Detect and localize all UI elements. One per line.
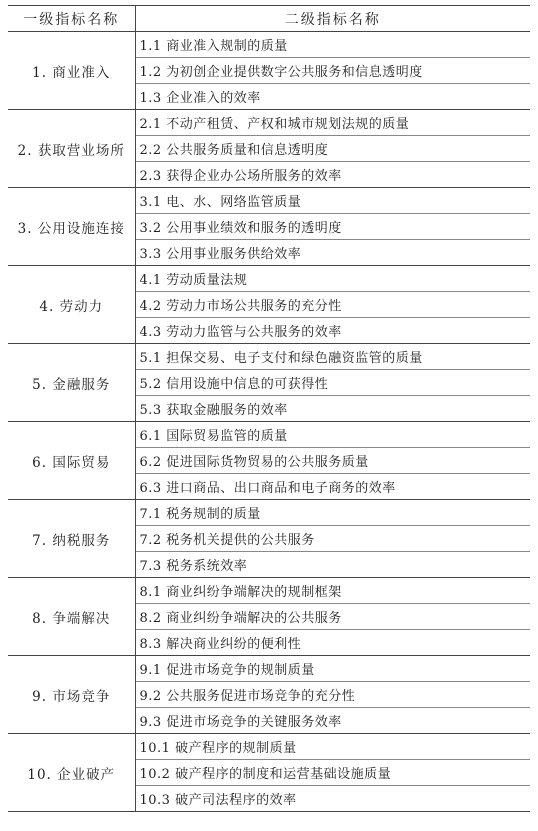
- level2-indicator: 6.1 国际贸易监管的质量: [135, 422, 530, 448]
- level1-indicator: 6. 国际贸易: [8, 422, 135, 500]
- table-row: [8, 578, 530, 604]
- level1-indicator: 3. 公用设施连接: [8, 188, 135, 266]
- level2-indicator: 8.1 商业纠纷争端解决的规制框架: [135, 578, 530, 604]
- level2-indicator: 7.1 税务规制的质量: [135, 500, 530, 526]
- level2-indicator: 1.3 企业准入的效率: [135, 84, 530, 110]
- level2-header: 二级指标名称: [135, 6, 530, 32]
- level2-indicator: 9.1 促进市场竞争的规制质量: [135, 656, 530, 682]
- table-row: [8, 734, 530, 760]
- level2-indicator: 9.2 公共服务促进市场竞争的充分性: [135, 682, 530, 708]
- level2-indicator: 1.2 为初创企业提供数字公共服务和信息透明度: [135, 58, 530, 84]
- level1-indicator: 10. 企业破产: [8, 734, 135, 812]
- level2-indicator: 4.2 劳动力市场公共服务的充分性: [135, 292, 530, 318]
- level2-indicator: 8.3 解决商业纠纷的便利性: [135, 630, 530, 656]
- level1-indicator: 8. 争端解决: [8, 578, 135, 656]
- level2-indicator: 4.1 劳动质量法规: [135, 266, 530, 292]
- level1-header: 一级指标名称: [8, 6, 135, 32]
- level2-indicator: 5.3 获取金融服务的效率: [135, 396, 530, 422]
- level2-indicator: 5.1 担保交易、电子支付和绿色融资监管的质量: [135, 344, 530, 370]
- level2-indicator: 6.2 促进国际货物贸易的公共服务质量: [135, 448, 530, 474]
- table-row: [8, 422, 530, 448]
- level2-indicator: 7.3 税务系统效率: [135, 552, 530, 578]
- table-row: [8, 266, 530, 292]
- table-row: [8, 500, 530, 526]
- level2-indicator: 6.3 进口商品、出口商品和电子商务的效率: [135, 474, 530, 500]
- table-row: [8, 188, 530, 214]
- level2-indicator: 3.3 公用事业服务供给效率: [135, 240, 530, 266]
- header-row: [8, 6, 530, 32]
- table-row: [8, 32, 530, 58]
- level2-indicator: 10.2 破产程序的制度和运营基础设施质量: [135, 760, 530, 786]
- level2-indicator: 5.2 信用设施中信息的可获得性: [135, 370, 530, 396]
- level2-indicator: 2.2 公共服务质量和信息透明度: [135, 136, 530, 162]
- level2-indicator: 10.1 破产程序的规制质量: [135, 734, 530, 760]
- level1-indicator: 1. 商业准入: [8, 32, 135, 110]
- level1-indicator: 5. 金融服务: [8, 344, 135, 422]
- level2-indicator: 10.3 破产司法程序的效率: [135, 786, 530, 812]
- indicator-table: [8, 5, 530, 812]
- level1-indicator: 2. 获取营业场所: [8, 110, 135, 188]
- table-body: [8, 32, 530, 812]
- level2-indicator: 3.1 电、水、网络监管质量: [135, 188, 530, 214]
- level2-indicator: 7.2 税务机关提供的公共服务: [135, 526, 530, 552]
- level2-indicator: 4.3 劳动力监管与公共服务的效率: [135, 318, 530, 344]
- level2-indicator: 9.3 促进市场竞争的关键服务效率: [135, 708, 530, 734]
- table-row: [8, 656, 530, 682]
- level2-indicator: 8.2 商业纠纷争端解决的公共服务: [135, 604, 530, 630]
- level2-indicator: 2.3 获得企业办公场所服务的效率: [135, 162, 530, 188]
- level2-indicator: 2.1 不动产租赁、产权和城市规划法规的质量: [135, 110, 530, 136]
- table-row: [8, 110, 530, 136]
- level1-indicator: 7. 纳税服务: [8, 500, 135, 578]
- level1-indicator: 9. 市场竞争: [8, 656, 135, 734]
- level1-indicator: 4. 劳动力: [8, 266, 135, 344]
- level2-indicator: 3.2 公用事业绩效和服务的透明度: [135, 214, 530, 240]
- table-row: [8, 344, 530, 370]
- level2-indicator: 1.1 商业准入规制的质量: [135, 32, 530, 58]
